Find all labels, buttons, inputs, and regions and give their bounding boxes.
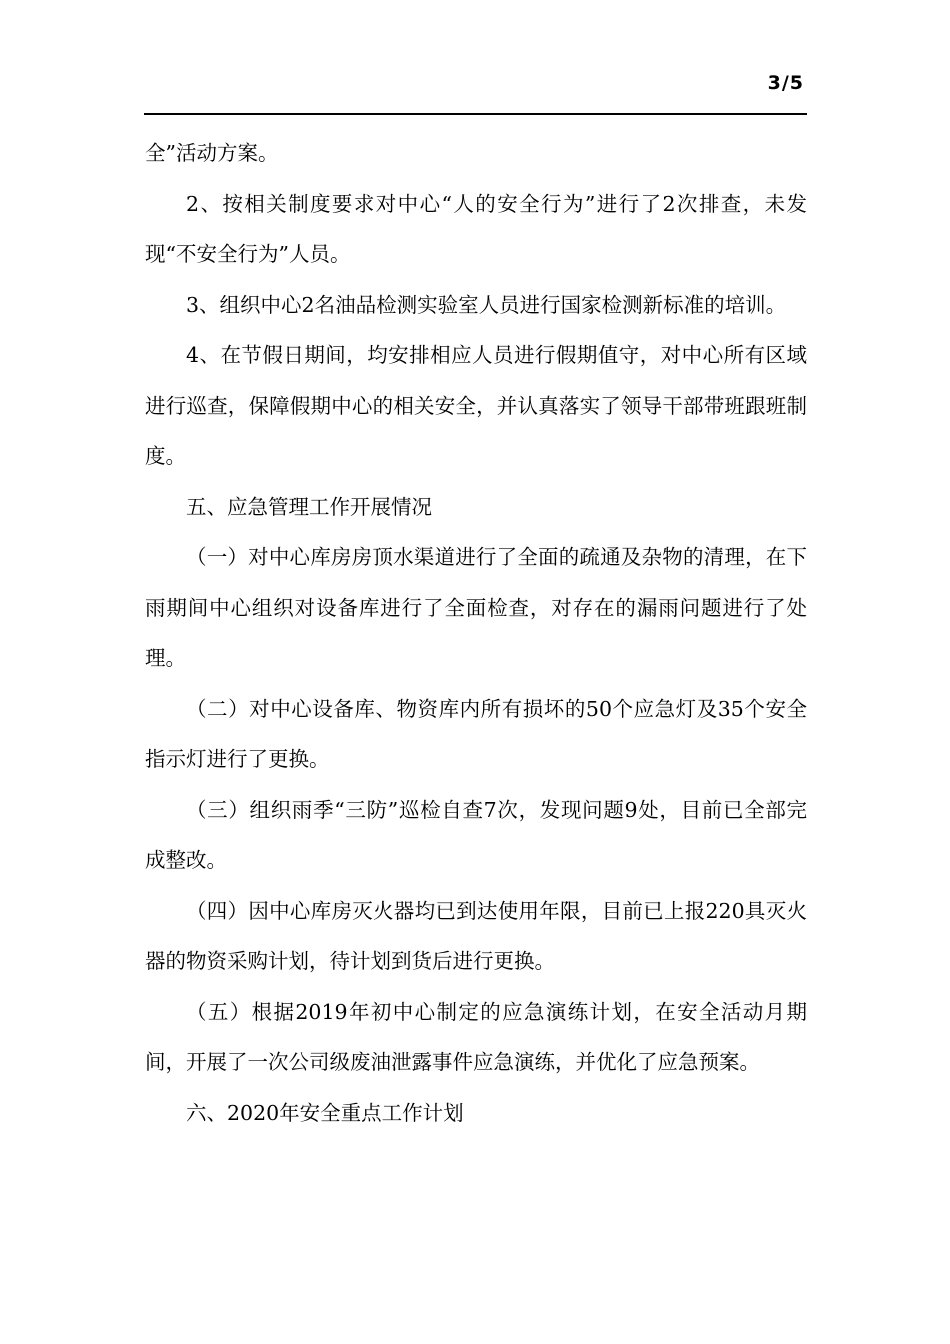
paragraph-item-4: 4、在节假日期间，均安排相应人员进行假期值守，对中心所有区域进行巡查，保障假期中心的相关安全，并认真落实了领导干部带班跟班制度。 [145,343,807,468]
paragraph-sub-4: （四）因中心库房灭火器均已到达使用年限，目前已上报220具灭火器的物资采购计划，待计划到货后进行更换。 [145,898,807,973]
paragraph-sub-1: （一）对中心库房房顶水渠道进行了全面的疏通及杂物的清理，在下雨期间中心组织对设备库进行了全面检查，对存在的漏雨问题进行了处理。 [145,545,807,670]
paragraph-sub-2: （二）对中心设备库、物资库内所有损坏的50个应急灯及35个安全指示灯进行了更换。 [145,696,807,771]
paragraph-item-2: 2、按相关制度要求对中心“人的安全行为”进行了2次排查，未发现“不安全行为”人员。 [145,191,807,266]
paragraph-item-3: 3、组织中心2名油品检测实验室人员进行国家检测新标准的培训。 [186,292,787,317]
header-rule [144,113,807,115]
paragraph-continuation: 全”活动方案。 [145,141,279,165]
paragraph-sub-3: （三）组织雨季“三防”巡检自查7次，发现问题9处，目前已全部完成整改。 [145,797,807,872]
page-number: 3/5 [767,72,804,94]
section-heading-5: 五、应急管理工作开展情况 [186,494,432,519]
section-heading-6: 六、2020年安全重点工作计划 [186,1100,464,1125]
paragraph-sub-5: （五）根据2019年初中心制定的应急演练计划，在安全活动月期间，开展了一次公司级废油泄露事件应急演练，并优化了应急预案。 [145,999,807,1074]
document-body [145,128,807,1138]
